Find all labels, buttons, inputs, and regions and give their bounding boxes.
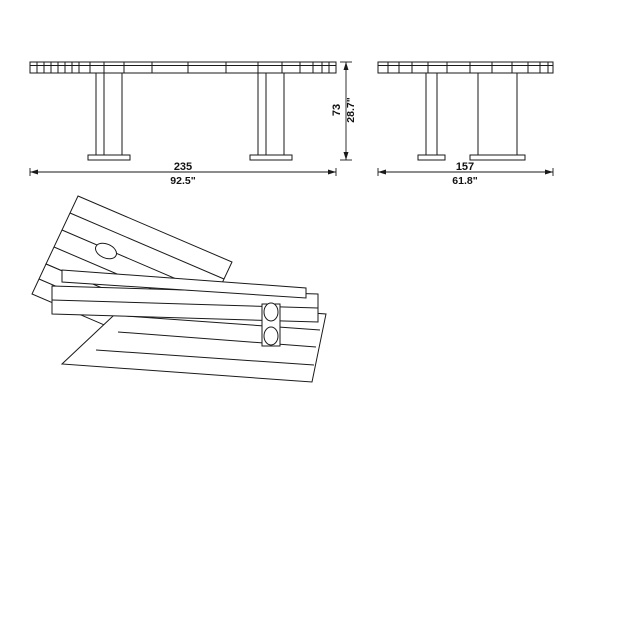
perspective-leg-detail-bottom <box>264 327 278 345</box>
front-elevation-view <box>30 62 336 160</box>
front-right-leg <box>258 73 284 155</box>
side-center-leg <box>478 73 517 155</box>
height-arrow-bottom <box>344 152 349 160</box>
side-width-value-cm: 157 <box>455 161 475 173</box>
front-left-foot <box>88 155 130 160</box>
side-left-leg <box>426 73 437 155</box>
side-tabletop <box>378 62 553 73</box>
perspective-view <box>0 0 326 382</box>
front-width-arrow-right <box>328 170 336 175</box>
perspective-right-leg <box>262 303 280 346</box>
front-tabletop <box>30 62 336 73</box>
side-width-arrow-left <box>378 170 386 175</box>
side-left-foot <box>418 155 445 160</box>
perspective-leg-detail-top <box>264 303 278 321</box>
side-width-arrow-right <box>545 170 553 175</box>
front-width-value-in: 92.5" <box>170 175 196 187</box>
side-elevation-view <box>378 62 553 160</box>
front-width-arrow-left <box>30 170 38 175</box>
front-left-leg <box>96 73 122 155</box>
height-value-cm: 73 <box>331 103 343 117</box>
front-width-value-cm: 235 <box>173 161 193 173</box>
front-right-foot <box>250 155 292 160</box>
side-center-foot <box>470 155 525 160</box>
height-value-in: 28.7" <box>345 97 357 123</box>
height-arrow-top <box>344 62 349 70</box>
side-width-value-in: 61.8" <box>452 175 478 187</box>
